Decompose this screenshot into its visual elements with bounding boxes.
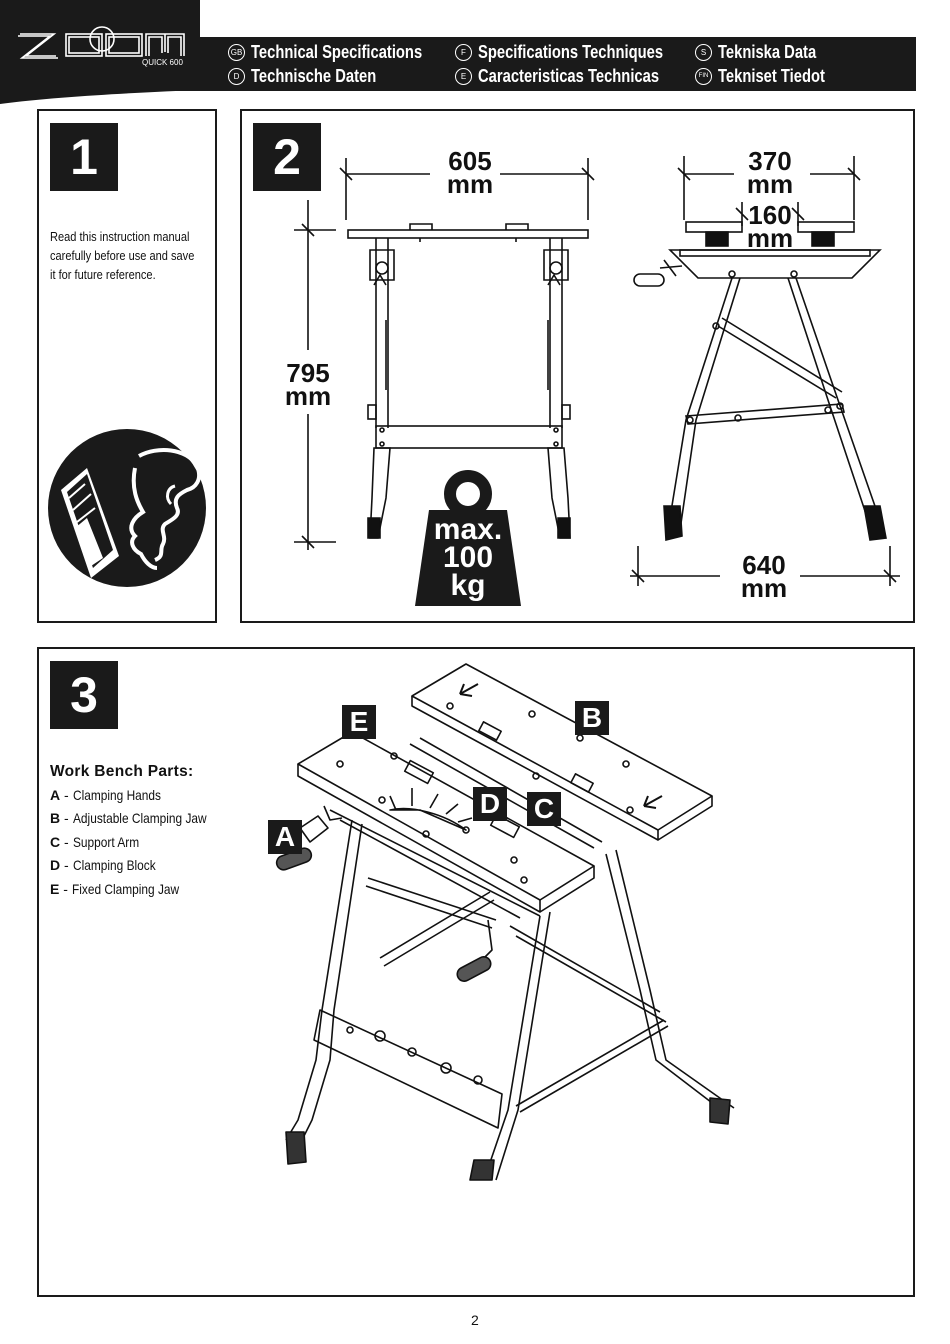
spec-label-s: Tekniska Data — [718, 42, 817, 62]
part-item: E - Fixed Clamping Jaw — [50, 881, 179, 897]
dim-base-unit: mm — [740, 573, 788, 603]
manual-note-line: Read this instruction manual — [50, 229, 190, 244]
part-desc: Clamping Block — [72, 857, 156, 873]
part-letter: E — [50, 881, 60, 897]
spec-s — [695, 42, 838, 63]
dim-jaw-opening-value: 160 — [748, 200, 792, 230]
part-item: B - Adjustable Clamping Jaw — [50, 810, 207, 826]
spec-label-d: Technische Daten — [251, 66, 377, 86]
dim-base-value: 640 — [742, 550, 786, 580]
callout-d: D — [473, 787, 507, 821]
page-number: 2 — [471, 1312, 479, 1328]
dim-depth — [730, 146, 810, 199]
dim-jaw-opening-unit: mm — [746, 223, 794, 253]
step3-number: 3 — [50, 661, 118, 729]
dim-height-unit: mm — [284, 381, 332, 411]
callout-a: A — [268, 820, 302, 854]
spec-gb — [228, 42, 460, 63]
workbench-illustration — [270, 660, 740, 1180]
lang-badge-d: D — [228, 68, 245, 85]
spec-label-e: Caracteristicas Technicas — [478, 66, 660, 86]
dim-height — [273, 358, 343, 411]
part-item: A - Clamping Hands — [50, 787, 161, 803]
manual-note-line: carefully before use and save — [50, 248, 195, 263]
spec-e — [455, 66, 699, 87]
callout-e: E — [342, 705, 376, 739]
dim-depth-unit: mm — [746, 169, 794, 199]
callout-c: C — [527, 792, 561, 826]
lang-badge-fin: FIN — [695, 68, 712, 85]
step1-number: 1 — [50, 123, 118, 191]
spec-label-gb: Technical Specifications — [251, 42, 423, 62]
step2-number: 2 — [253, 123, 321, 191]
model-label: QUICK 600 — [142, 58, 183, 67]
manual-note — [50, 227, 220, 284]
callout-b: B — [575, 701, 609, 735]
logo-text — [14, 26, 17, 27]
parts-title: Work Bench Parts: — [50, 763, 194, 780]
part-item: D - Clamping Block — [50, 857, 156, 873]
part-desc: Fixed Clamping Jaw — [71, 881, 179, 897]
lang-badge-gb: GB — [228, 44, 245, 61]
dim-width-value: 605 — [448, 146, 492, 176]
dim-jaw-opening — [730, 200, 810, 253]
part-desc: Clamping Hands — [72, 787, 161, 803]
dim-base — [724, 550, 804, 603]
spec-d — [228, 66, 404, 87]
load-line3: kg — [450, 569, 486, 602]
manual-note-line: it for future reference. — [50, 267, 156, 282]
dim-width — [430, 146, 510, 199]
spec-label-fin: Tekniset Tiedot — [718, 66, 825, 86]
lang-badge-f: F — [455, 44, 472, 61]
dim-width-unit: mm — [446, 169, 494, 199]
part-letter: D — [50, 857, 61, 873]
dim-height-value: 795 — [286, 358, 330, 388]
part-desc: Support Arm — [72, 834, 139, 850]
part-letter: C — [50, 834, 61, 850]
spec-f — [455, 42, 704, 63]
part-letter: A — [50, 787, 61, 803]
load-line2: 100 — [442, 541, 494, 574]
spec-label-f: Specifications Techniques — [478, 42, 664, 62]
read-manual-icon — [47, 428, 207, 588]
load-line1: max. — [433, 513, 503, 546]
load-label — [413, 513, 523, 602]
dim-depth-value: 370 — [748, 146, 792, 176]
lang-badge-e: E — [455, 68, 472, 85]
spec-fin — [695, 66, 848, 87]
part-letter: B — [50, 810, 61, 826]
lang-badge-s: S — [695, 44, 712, 61]
part-item: C - Support Arm — [50, 834, 139, 850]
part-desc: Adjustable Clamping Jaw — [72, 810, 207, 826]
